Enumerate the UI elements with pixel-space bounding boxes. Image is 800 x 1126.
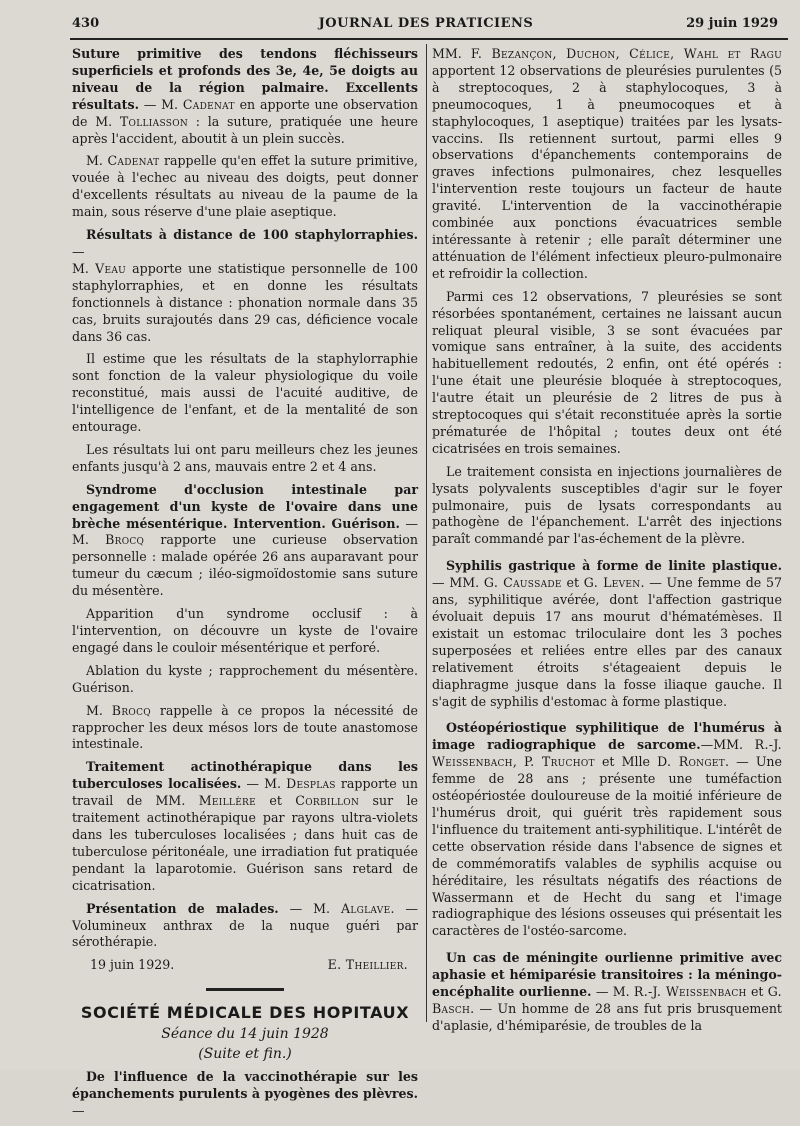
article-meningite-ourlienne: Un cas de méningite ourlienne primitive avec aphasie et hémiparésie transitoires : la méningo-encéphalite ourlienne. — M. R.-J. Weissenbach et G. Basch. — Un homme de 28 ans fut pris brusquement d'aplasie, d'hémiparésie, de troubles de la — [432, 950, 782, 1033]
author: F. Bezançon, Duchon, Célice, Wahl et Ragu — [470, 46, 783, 61]
author: G. Leven — [583, 575, 641, 591]
author: D. Ronget — [657, 754, 726, 770]
session-date: Séance du 14 juin 1928 — [161, 1026, 329, 1043]
article-title: Présentation de malades. — [86, 900, 279, 916]
article-title: Ostéopériostique syphilitique de l'humérus à image radiographique de sarcome. — [432, 720, 782, 753]
article-vaccinotherapie: De l'influence de la vaccinothérapie sur les épanchements purulents à pyogènes des plèvres. — — [72, 1068, 418, 1118]
author: Tolliasson — [119, 113, 189, 129]
author: G. Caussade — [483, 575, 562, 591]
paragraph: Apparition d'un syndrome occlusif : à l'intervention, on découvre un kyste de l'ovaire engagé dans le couloir mésentérique et perforé. — [72, 606, 418, 655]
article-title: Traitement actinothérapique dans les tuberculoses localisées. — [72, 759, 418, 792]
paragraph: Le traitement consista en injections journalières de lysats polyvalents susceptibles d'agir sur le foyer pulmonaire, puis de lysats correspondants au pathogène de l'épanchement. L'arrêt des injections paraît commandé par l'as-échement de la plèvre. — [432, 463, 782, 547]
right-column — [432, 46, 782, 1041]
column-rule — [426, 44, 427, 1022]
article-osteoperiostique: Ostéopériostique syphilitique de l'humérus à image radiographique de sarcome.—MM. R.-J. Weissenbach, P. Truchot et Mlle D. Ronget. — Une femme de 28 ans ; présente une tuméfaction ostéopériostée douloureuse de la moitié inférieure de l'humérus droit, qui guérit très rapidement sous l'influence du traitement anti-syphilitique. L'intérêt de cette observation réside dans l'absence de signes et de commémoratifs valables de syphilis acquise ou héréditaire, les résultats négatifs des réactions de Wassermann et de Hecht du sang et l'image radiographique des lésions osseuses qui présentait les caractères de l'ostéo-sarcome. — [432, 720, 782, 939]
author: Desplas — [286, 776, 336, 792]
continuation-note: (Suite et fin.) — [198, 1046, 292, 1063]
running-head — [72, 14, 780, 36]
author: Alglave — [340, 900, 391, 916]
article-title: Syndrome d'occlusion intestinale par engagement d'un kyste de l'ovaire dans une brèche mésentérique. Intervention. Guérison. — [72, 481, 418, 531]
article-title: Un cas de méningite ourlienne primitive avec aphasie et hémiparésie transitoires : la méningo-encéphalite ourlienne. — [432, 950, 782, 1000]
paragraph: M. Brocq rappelle à ce propos la nécessité de rapprocher les deux mésos lors de toute anastomose intestinale. — [72, 702, 418, 752]
signature-line — [72, 957, 418, 974]
author: Meillère — [198, 793, 257, 809]
article-actinotherapie: Traitement actinothérapique dans les tuberculoses localisées. — M. Desplas rapporte un travail de MM. Meillère et Corbillon sur le traitement actinothérapique par rayons ultra-violets dans les tuberculoses localisées ; dans huit cas de tuberculose péritonéale, une irradiation fut pratiquée pendant la laparotomie. Guérison sans retard de cicatrisation. — [72, 759, 418, 893]
paragraph: Les résultats lui ont paru meilleurs chez les jeunes enfants jusqu'à 2 ans, mauvais entre 2 et 4 ans. — [72, 441, 418, 474]
page-number: 430 — [72, 16, 100, 31]
author: R.-J. Weissenbach — [432, 737, 782, 770]
author: Veau — [95, 260, 127, 276]
paragraph: Ablation du kyste ; rapprochement du mésentère. Guérison. — [72, 662, 418, 695]
paragraph: M. Cadenat rappelle qu'en effet la suture primitive, vouée à l'echec au niveau des doigts, peut donner d'excellents résultats au niveau de la paume de la main, sous réserve d'une plaie aseptique. — [72, 153, 418, 220]
header-rule — [70, 38, 788, 40]
article-presentation: Présentation de malades. — M. Alglave. — Volumineux anthrax de la nuque guéri par sérothérapie. — [72, 900, 418, 950]
article-title: Syphilis gastrique à forme de linite plastique. — [446, 558, 782, 574]
paragraph: M. Veau apporte une statistique personnelle de 100 staphylorraphies, et en donne les résultats fonctionnels à distance : phonation normale dans 35 cas, bruits surajoutés dans 29 cas, déficience vocale dans 36 cas. — [72, 260, 418, 344]
society-heading: SOCIÉTÉ MÉDICALE DES HOPITAUX — [80, 1003, 410, 1023]
article-syphilis-gastrique: Syphilis gastrique à forme de linite plastique. — MM. G. Caussade et G. Leven. — Une femme de 57 ans, syphilitique avérée, dont l'affection gastrique évoluait depuis 17 ans mourut d'hématémèses. Il existait un estomac triloculaire dont les 3 poches superposées et reliées entre elles par des canaux relativement étroits s'étageaient depuis le diaphragme jusque dans la fosse iliaque gauche. Il s'agit de syphilis d'estomac à forme plastique. — [432, 558, 782, 709]
author: R.-J. Weissenbach — [633, 984, 747, 1000]
article-title: De l'influence de la vaccinothérapie sur les épanchements purulents à pyogènes des plèvres. — [72, 1068, 418, 1101]
author: Corbillon — [295, 793, 360, 809]
signature-date: 19 juin 1929. — [90, 957, 175, 973]
author: Cadenat — [182, 96, 235, 112]
article-title: Résultats à distance de 100 staphylorraphies. — [86, 227, 418, 243]
author: Brocq — [105, 532, 145, 548]
section-separator — [206, 988, 284, 991]
article-suture: Suture primitive des tendons fléchisseurs superficiels et profonds des 3e, 4e, 5e doigts au niveau de la région palmaire. Excellents résultats. — M. Cadenat en apporte une observation de M. Tolliasson : la suture, pratiquée une heure après l'accident, aboutit à un plein succès. — [72, 46, 418, 146]
paragraph: MM. F. Bezançon, Duchon, Célice, Wahl et Ragu apportent 12 observations de pleurésies purulentes (5 à streptocoques, 2 à staphylocoques, 3 à pneumocoques, 1 à pneumocoques et à staphylocoques, 1 aseptique) traitées par les lysats-vaccins. Ils retiennent surtout, parmi elles 9 observations d'épanchements contemporains de graves infections pulmonaires, chez lesquelles l'intervention reste toujours un facteur de haute gravité. L'intervention de la vaccinothérapie combinée aux ponctions évacuatrices semble intéressante à retenir ; elle paraît déterminer une atténuation de l'élément infectieux pleuro-pulmonaire et refroidir la collection. — [432, 46, 783, 281]
paragraph: Parmi ces 12 observations, 7 pleurésies se sont résorbées spontanément, certaines ne laissant aucun reliquat pleural visible, 3 se sont évacuées par vomique sans entraîner, à la suite, des accidents habituellement redoutés, 2 enfin, ont été opérés : l'une était une pleurésie bloquée à streptocoques, l'autre était un pleurésie de 2 litres de pus à streptocoques qui s'était reconstituée après la sortie prématurée de l'hôpital ; toutes deux ont été cicatrisées en trois semaines. — [432, 288, 782, 456]
journal-title: JOURNAL DES PRATICIENS — [318, 16, 534, 31]
paragraph: Il estime que les résultats de la staphylorraphie sont fonction de la valeur physiologique du voile reconstitué, mais aussi de l'acuité auditive, de l'intelligence de l'enfant, et de la mentalité de son entourage. — [72, 351, 418, 435]
author: G. Basch — [432, 984, 782, 1016]
article-title: Suture primitive des tendons fléchisseurs superficiels et profonds des 3e, 4e, 5e doigts au niveau de la région palmaire. Excellents résultats. — [72, 46, 418, 112]
author: P. Truchot — [523, 754, 595, 770]
article-occlusion: Syndrome d'occlusion intestinale par engagement d'un kyste de l'ovaire dans une brèche mésentérique. Intervention. Guérison. — M. Brocq rapporte une curieuse observation personnelle : malade opérée 26 ans auparavant pour tumeur du cæcum ; iléo-sigmoïdostomie sans suture du mésentère. — [72, 481, 418, 599]
signature-name: E. Theillier. — [327, 957, 408, 973]
left-column — [72, 46, 418, 1126]
author: Cadenat — [107, 153, 160, 169]
article-staphylorraphies: Résultats à distance de 100 staphylorraphies. — — [72, 227, 418, 259]
author: Brocq — [111, 702, 151, 718]
issue-date: 29 juin 1929 — [686, 16, 778, 31]
